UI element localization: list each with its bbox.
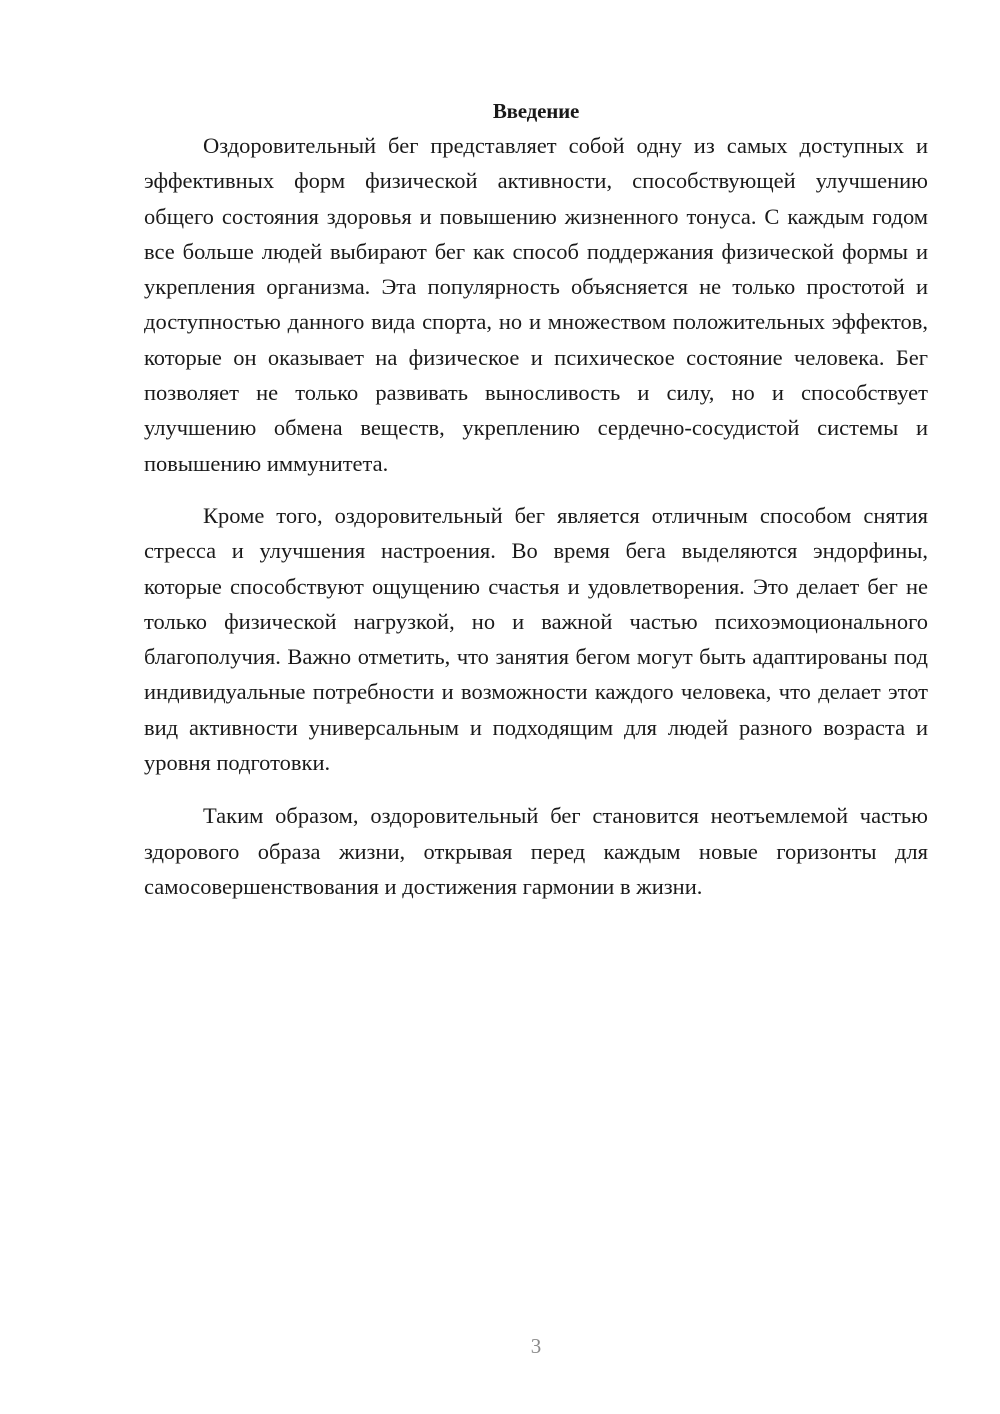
- paragraph-stress-relief: Кроме того, оздоровительный бег является отличным способом снятия стресса и улучшения настроения. Во время бега выделяются эндорфины, которые способствуют ощущению счастья и удовлетворения. Это делает бег не только физической нагрузкой, но и важной частью психоэмоционального благополучия. Важно отметить, что занятия бегом могут быть адаптированы под индивидуальные потребности и возможности каждого человека, что делает этот вид активности универсальным и подходящим для людей разного возраста и уровня подготовки.: [144, 502, 928, 776]
- paragraph-conclusion: Таким образом, оздоровительный бег становится неотъемлемой частью здорового образа жизни, открывая перед каждым новые горизонты для самосовершенствования и достижения гармонии в жизни.: [144, 803, 928, 899]
- page-number: 3: [530, 1334, 542, 1358]
- paragraph-intro: Оздоровительный бег представляет собой одну из самых доступных и эффективных форм физической активности, способствующей улучшению общего состояния здоровья и повышению жизненного тонуса. С каждым годом все больше людей выбирают бег как способ поддержания физической формы и укрепления организма. Эта популярность объясняется не только простотой и доступностью данного вида спорта, но и множеством положительных эффектов, которые он оказывает на физическое и психическое состояние человека. Бег позволяет не только развивать выносливость и силу, но и способствует улучшению обмена веществ, укреплению сердечно-сосудистой системы и повышению иммунитета.: [144, 133, 928, 476]
- page-body: [144, 96, 928, 904]
- section-heading: Введение: [492, 99, 580, 123]
